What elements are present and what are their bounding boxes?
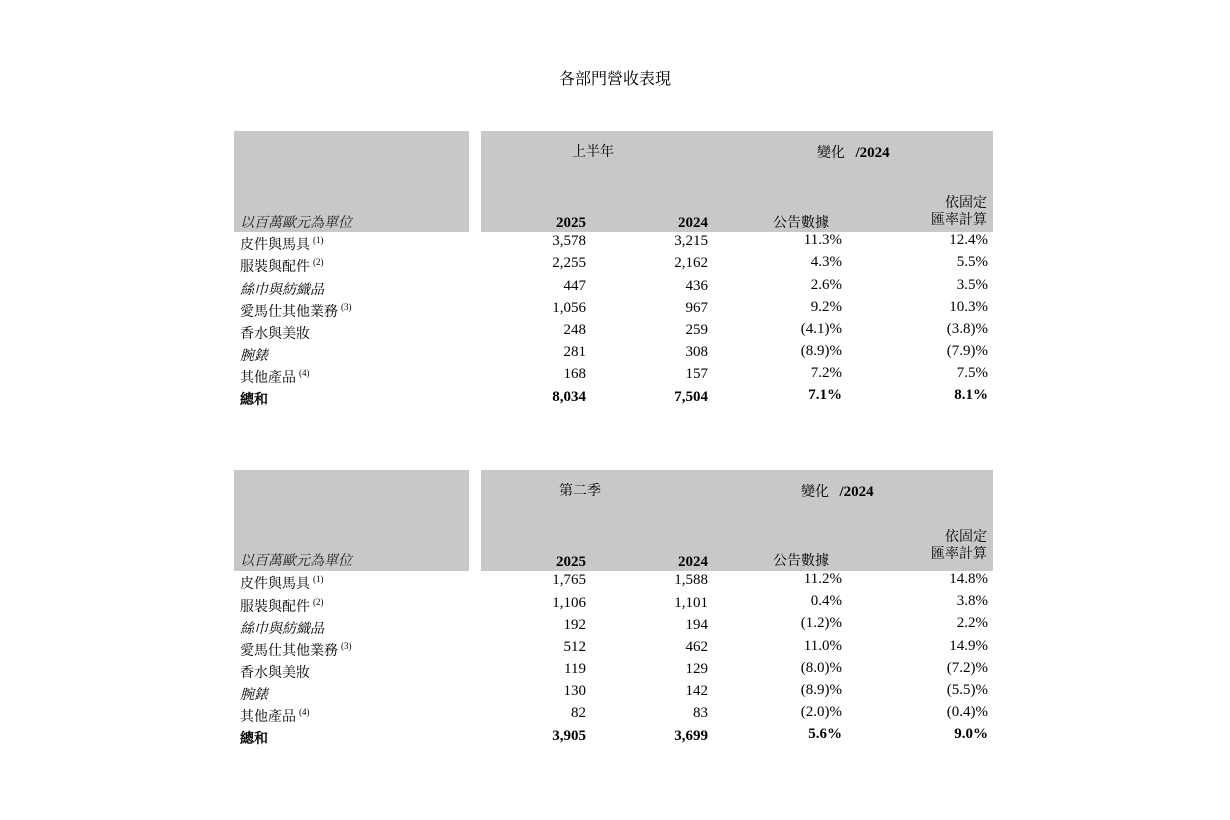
value-fx: (7.2)% (946, 660, 988, 676)
value-2024: 157 (685, 366, 708, 382)
value-reported: 5.6% (808, 726, 842, 742)
value-2025: 82 (571, 705, 586, 721)
value-reported: 9.2% (810, 299, 842, 315)
col-header-fx (905, 529, 987, 563)
value-reported: (4.1)% (800, 321, 842, 337)
value-reported: 0.4% (810, 593, 842, 609)
value-fx: 10.3% (949, 299, 988, 315)
change-label-text: 變化 (817, 145, 845, 161)
value-reported: (8.9)% (800, 682, 842, 698)
value-reported: (1.2)% (800, 615, 842, 631)
value-fx: 3.8% (956, 593, 988, 609)
change-label-text: 變化 (801, 484, 829, 500)
row-label: 絲巾與紡織品 (240, 621, 324, 637)
value-fx: 7.5% (956, 365, 988, 381)
value-fx: 12.4% (949, 232, 988, 248)
row-label: 其他產品 $^{(4)}$ (240, 368, 310, 386)
value-reported: 4.3% (810, 254, 842, 270)
row-label: 皮件與馬具 $^{(1)}$ (240, 235, 324, 253)
value-2024: 2,162 (674, 255, 708, 271)
row-label: 香水與美妝 (240, 665, 310, 681)
value-fx: 3.5% (956, 277, 988, 293)
value-reported: (2.0)% (800, 704, 842, 720)
value-fx: (0.4)% (946, 704, 988, 720)
value-2024: 436 (685, 278, 708, 294)
value-2025: 512 (563, 639, 586, 655)
value-reported: 11.3% (803, 232, 842, 248)
value-2025: 281 (563, 344, 586, 360)
value-2025: 248 (563, 322, 586, 338)
value-2024: 194 (685, 617, 708, 633)
col-header-reported: 公告數據 (773, 215, 829, 231)
value-reported: 2.6% (810, 277, 842, 293)
value-2024: 1,588 (674, 572, 708, 588)
value-2025: 192 (563, 617, 586, 633)
value-2025: 1,765 (552, 572, 586, 588)
value-2025: 1,056 (552, 300, 586, 316)
value-fx: 2.2% (956, 615, 988, 631)
value-2024: 259 (685, 322, 708, 338)
value-fx: 9.0% (954, 726, 988, 742)
change-label (801, 484, 874, 501)
col-header-2024: 2024 (678, 215, 708, 231)
col-header-2024: 2024 (678, 554, 708, 570)
value-2024: 83 (693, 705, 708, 721)
row-label: 服裝與配件 $^{(2)}$ (240, 257, 324, 275)
row-label: 香水與美妝 (240, 326, 310, 342)
value-fx: (5.5)% (946, 682, 988, 698)
value-2025: 447 (563, 278, 586, 294)
col-header-2025: 2025 (556, 215, 586, 231)
value-2024: 3,215 (674, 233, 708, 249)
value-reported: 7.2% (810, 365, 842, 381)
value-2024: 967 (685, 300, 708, 316)
col-header-fx-line1: 依固定 (945, 529, 987, 545)
value-fx: 5.5% (956, 254, 988, 270)
value-reported: 7.1% (808, 387, 842, 403)
value-2024: 462 (685, 639, 708, 655)
value-fx: 8.1% (954, 387, 988, 403)
value-fx: 14.8% (949, 571, 988, 587)
value-2025: 3,905 (552, 728, 586, 744)
col-header-reported: 公告數據 (773, 553, 829, 569)
value-reported: 11.2% (803, 571, 842, 587)
value-2024: 142 (685, 683, 708, 699)
value-fx: (3.8)% (946, 321, 988, 337)
units-label: 以百萬歐元為單位 (240, 215, 352, 231)
row-label: 總和 (240, 392, 268, 408)
row-label: 腕錶 (240, 687, 268, 703)
units-label: 以百萬歐元為單位 (240, 553, 352, 569)
value-2024: 308 (685, 344, 708, 360)
change-base: /2024 (839, 484, 874, 500)
value-2025: 2,255 (552, 255, 586, 271)
value-reported: (8.9)% (800, 343, 842, 359)
value-reported: 11.0% (803, 638, 842, 654)
page-title: 各部門營收表現 (558, 69, 671, 88)
value-fx: (7.9)% (946, 343, 988, 359)
value-fx: 14.9% (949, 638, 988, 654)
row-label: 總和 (240, 731, 268, 747)
row-label: 絲巾與紡織品 (240, 282, 324, 298)
row-label: 服裝與配件 $^{(2)}$ (240, 597, 324, 615)
value-2024: 129 (685, 661, 708, 677)
value-2025: 1,106 (552, 595, 586, 611)
row-label: 愛馬仕其他業務 $^{(3)}$ (240, 302, 352, 320)
col-header-fx-line1: 依固定 (945, 195, 987, 211)
change-label (817, 145, 890, 162)
row-label: 皮件與馬具 $^{(1)}$ (240, 574, 324, 592)
col-header-2025: 2025 (556, 554, 586, 570)
period-label: 上半年 (572, 144, 614, 160)
value-2024: 7,504 (674, 389, 708, 405)
col-header-fx (905, 195, 987, 229)
value-2025: 8,034 (552, 389, 586, 405)
value-2024: 1,101 (674, 595, 708, 611)
value-2025: 130 (563, 683, 586, 699)
value-2025: 119 (564, 661, 586, 677)
col-header-fx-line2: 匯率計算 (931, 212, 987, 228)
row-label: 愛馬仕其他業務 $^{(3)}$ (240, 641, 352, 659)
value-2025: 3,578 (552, 233, 586, 249)
row-label: 腕錶 (240, 348, 268, 364)
value-2025: 168 (563, 366, 586, 382)
value-reported: (8.0)% (800, 660, 842, 676)
change-base: /2024 (855, 145, 890, 161)
row-label: 其他產品 $^{(4)}$ (240, 707, 310, 725)
col-header-fx-line2: 匯率計算 (931, 546, 987, 562)
value-2024: 3,699 (674, 728, 708, 744)
period-label: 第二季 (559, 483, 601, 499)
